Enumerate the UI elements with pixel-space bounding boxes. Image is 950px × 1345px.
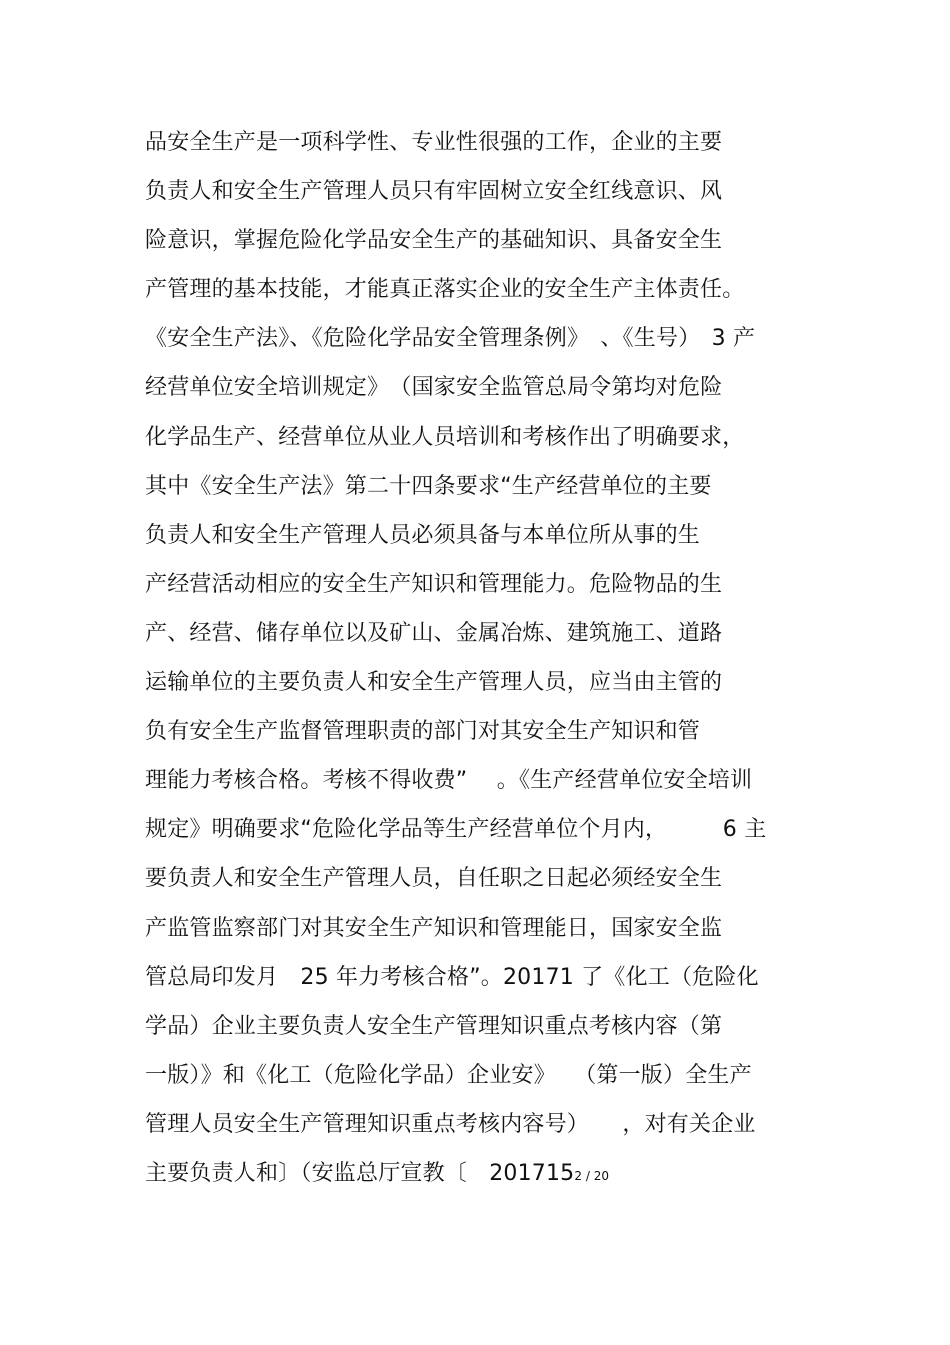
text-line: 管总局印发月 25 年力考核合格”。20171 了《化工（危险化	[145, 964, 759, 990]
text-line: 管理人员安全生产管理知识重点考核内容号） ，对有关企业	[145, 1111, 756, 1137]
text-line: 化学品生产、经营单位从业人员培训和考核作出了明确要求，	[145, 424, 745, 450]
text-line: 产管理的基本技能，才能真正落实企业的安全生产主体责任。	[145, 277, 745, 303]
text-line: 负有安全生产监督管理职责的部门对其安全生产知识和管	[145, 719, 701, 745]
text-line: 产监管监察部门对其安全生产知识和管理能日，国家安全监	[145, 915, 723, 941]
text-line: 规定》明确要求“危险化学品等生产经营单位个月内， 6 主	[145, 817, 767, 843]
text-line: 主要负责人和〕（安监总厅宣教〔 201715	[145, 1160, 575, 1186]
text-line: 《安全生产法》、《危险化学品安全管理条例》 、《生号） 3 产	[145, 326, 756, 352]
last-line	[145, 1152, 805, 1201]
text-line: 理能力考核合格。考核不得收费” 。《生产经营单位安全培训	[145, 768, 753, 794]
document-body	[145, 121, 805, 1201]
text-line: 一版）》和《化工（危险化学品）企业安》 （第一版）全生产	[145, 1062, 752, 1088]
text-line: 其中《安全生产法》第二十四条要求“生产经营单位的主要	[145, 473, 712, 499]
text-line: 要负责人和安全生产管理人员，自任职之日起必须经安全生	[145, 866, 723, 892]
text-line: 产、经营、储存单位以及矿山、金属冶炼、建筑施工、道路	[145, 620, 723, 646]
text-line: 经营单位安全培训规定》 （国家安全监管总局令第均对危险	[145, 375, 723, 401]
text-line: 产经营活动相应的安全生产知识和管理能力。危险物品的生	[145, 571, 723, 597]
text-line: 险意识，掌握危险化学品安全生产的基础知识、具备安全生	[145, 228, 723, 254]
page-number: 2 / 20	[574, 1168, 609, 1183]
text-line: 负责人和安全生产管理人员必须具备与本单位所从事的生	[145, 522, 701, 548]
text-line: 品安全生产是一项科学性、专业性很强的工作，企业的主要	[145, 130, 723, 155]
text-line: 运输单位的主要负责人和安全生产管理人员，应当由主管的	[145, 670, 723, 696]
text-line: 负责人和安全生产管理人员只有牢固树立安全红线意识、风	[145, 179, 723, 205]
text-line: 学品）企业主要负责人安全生产管理知识重点考核内容（第	[145, 1013, 723, 1039]
